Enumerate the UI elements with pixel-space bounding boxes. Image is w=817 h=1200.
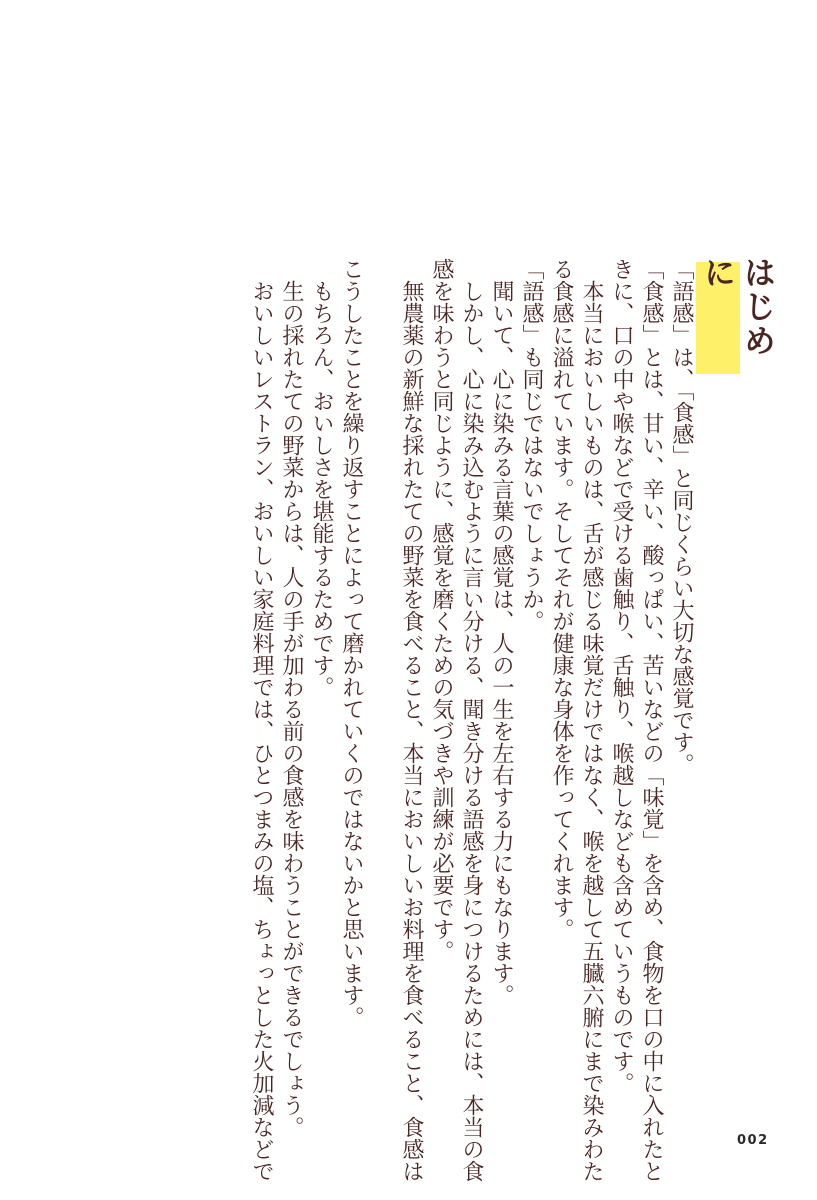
text-line: 生の採れたての野菜からは、人の手が加わる前の食感を味わうことができるでしょう。 [279,258,304,1138]
text-line: 聞いて、心に染みる言葉の感覚は、人の一生を左右する力にもなります。 [489,258,514,1006]
text-line: る食感に溢れています。そしてそれが健康な身体を作ってくれます。 [549,258,574,940]
text-line: おいしいレストラン、おいしい家庭料理では、ひとつまみの塩、ちょっとした火加減などで [249,258,274,1182]
text-line: こうしたことを繰り返すことによって磨かれていくのではないかと思います。 [339,258,364,1028]
text-line: 「食感」とは、甘い、辛い、酸っぱい、苦いなどの「味覚」を含め、食物を口の中に入れたと [639,258,664,1182]
page-number: 002 [737,1133,769,1148]
text-line: 「語感」も同じではないでしょうか。 [519,258,544,632]
text-line: しかし、心に染み込むように言い分ける、聞き分ける語感を身につけるためには、本当の食 [459,258,484,1182]
chapter-title: はじめに [699,256,777,358]
text-line: 感を味わうと同じように、感覚を磨くための気づきや訓練が必要です。 [429,258,454,962]
body-text [246,258,696,1182]
text-line: 本当においしいものは、舌が感じる味覚だけではなく、喉を越して五臓六腑にまで染みわた [579,258,604,1182]
text-line: 「語感」は、「食感」と同じくらい大切な感覚です。 [669,258,694,775]
text-line: 無農薬の新鮮な採れたての野菜を食べること、本当においしいお料理を食べること、食感は [399,258,424,1182]
text-line: きに、口の中や喉などで受ける歯触り、舌触り、喉越しなども含めていうものです。 [609,258,634,1094]
text-line: もちろん、おいしさを堪能するためです。 [309,258,334,698]
chapter-heading [696,256,777,376]
